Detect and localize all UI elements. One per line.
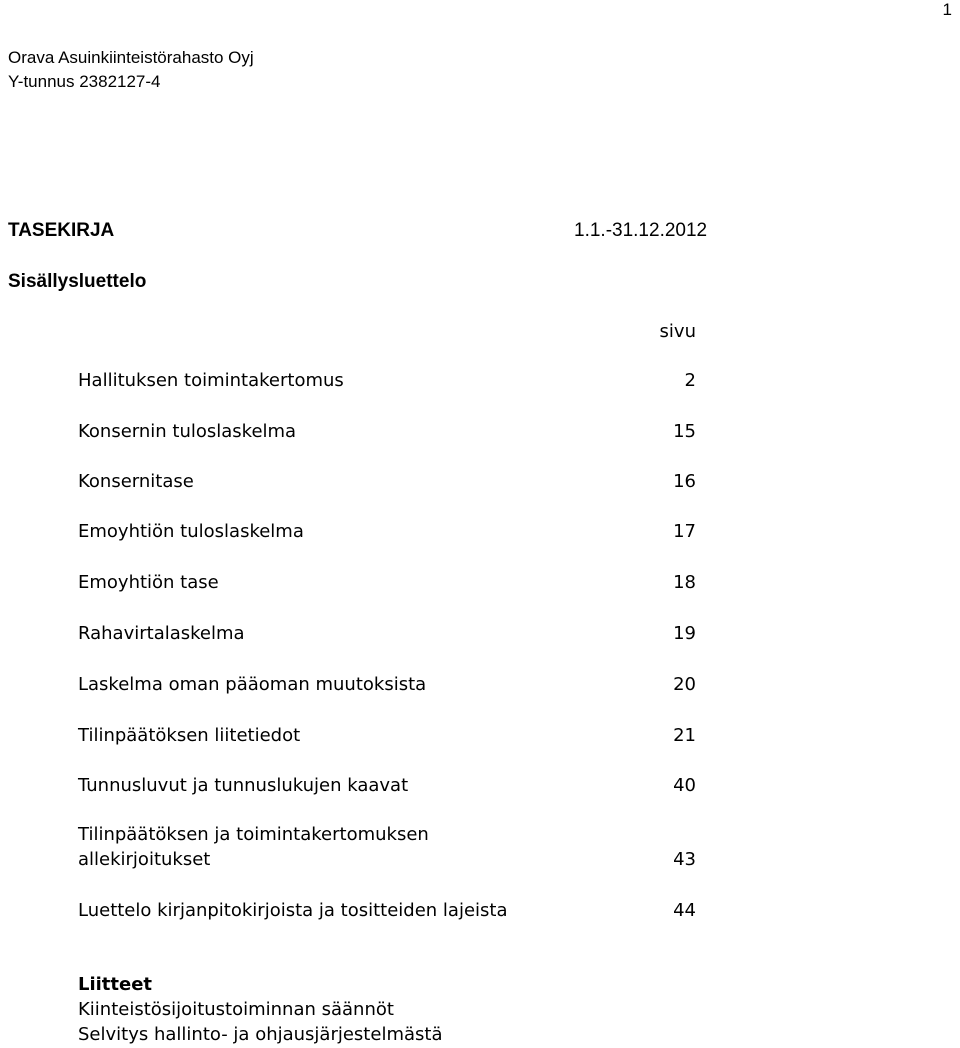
toc-item-page: 40 xyxy=(673,775,696,796)
toc-item-label: Tilinpäätöksen liitetiedot xyxy=(78,725,301,746)
toc-item-label-line2: allekirjoitukset xyxy=(78,849,211,870)
appendix-item: Kiinteistösijoitustoiminnan säännöt xyxy=(78,999,394,1020)
toc-item-page: 17 xyxy=(673,521,696,542)
toc-item-page: 21 xyxy=(673,725,696,746)
toc-title: Sisällysluettelo xyxy=(8,271,147,292)
toc-item-label: Rahavirtalaskelma xyxy=(78,623,245,644)
company-header xyxy=(8,46,254,94)
document-period: 1.1.-31.12.2012 xyxy=(574,220,708,241)
business-id: Y-tunnus 2382127-4 xyxy=(8,72,161,91)
toc-item-page: 2 xyxy=(684,370,696,391)
page-number: 1 xyxy=(942,0,952,19)
appendices-title: Liitteet xyxy=(78,974,153,995)
toc-item-label: Emoyhtiön tase xyxy=(78,572,219,593)
toc-page-column-header: sivu xyxy=(659,321,696,342)
toc-item-page: 15 xyxy=(673,421,696,442)
toc-item-label: Tunnusluvut ja tunnuslukujen kaavat xyxy=(78,775,409,796)
toc-item-label-line1: Tilinpäätöksen ja toimintakertomuksen xyxy=(78,824,429,845)
toc-item-page: 44 xyxy=(673,900,696,921)
toc-item-label: Laskelma oman pääoman muutoksista xyxy=(78,674,427,695)
appendix-item: Selvitys hallinto- ja ohjausjärjestelmästä xyxy=(78,1024,443,1045)
toc-item-page: 19 xyxy=(673,623,696,644)
company-name: Orava Asuinkiinteistörahasto Oyj xyxy=(8,48,254,67)
document-title: TASEKIRJA xyxy=(8,220,115,241)
toc-item-label: Luettelo kirjanpitokirjoista ja tositteiden lajeista xyxy=(78,900,508,921)
toc-item-label: Konsernitase xyxy=(78,471,194,492)
toc-item-label: Hallituksen toimintakertomus xyxy=(78,370,344,391)
toc-item-page: 20 xyxy=(673,674,696,695)
toc-item-label: Konsernin tuloslaskelma xyxy=(78,421,297,442)
toc-item-label: Emoyhtiön tuloslaskelma xyxy=(78,521,304,542)
toc-item-page: 18 xyxy=(673,572,696,593)
toc-item-page: 16 xyxy=(673,471,696,492)
toc-item-page: 43 xyxy=(673,849,696,870)
